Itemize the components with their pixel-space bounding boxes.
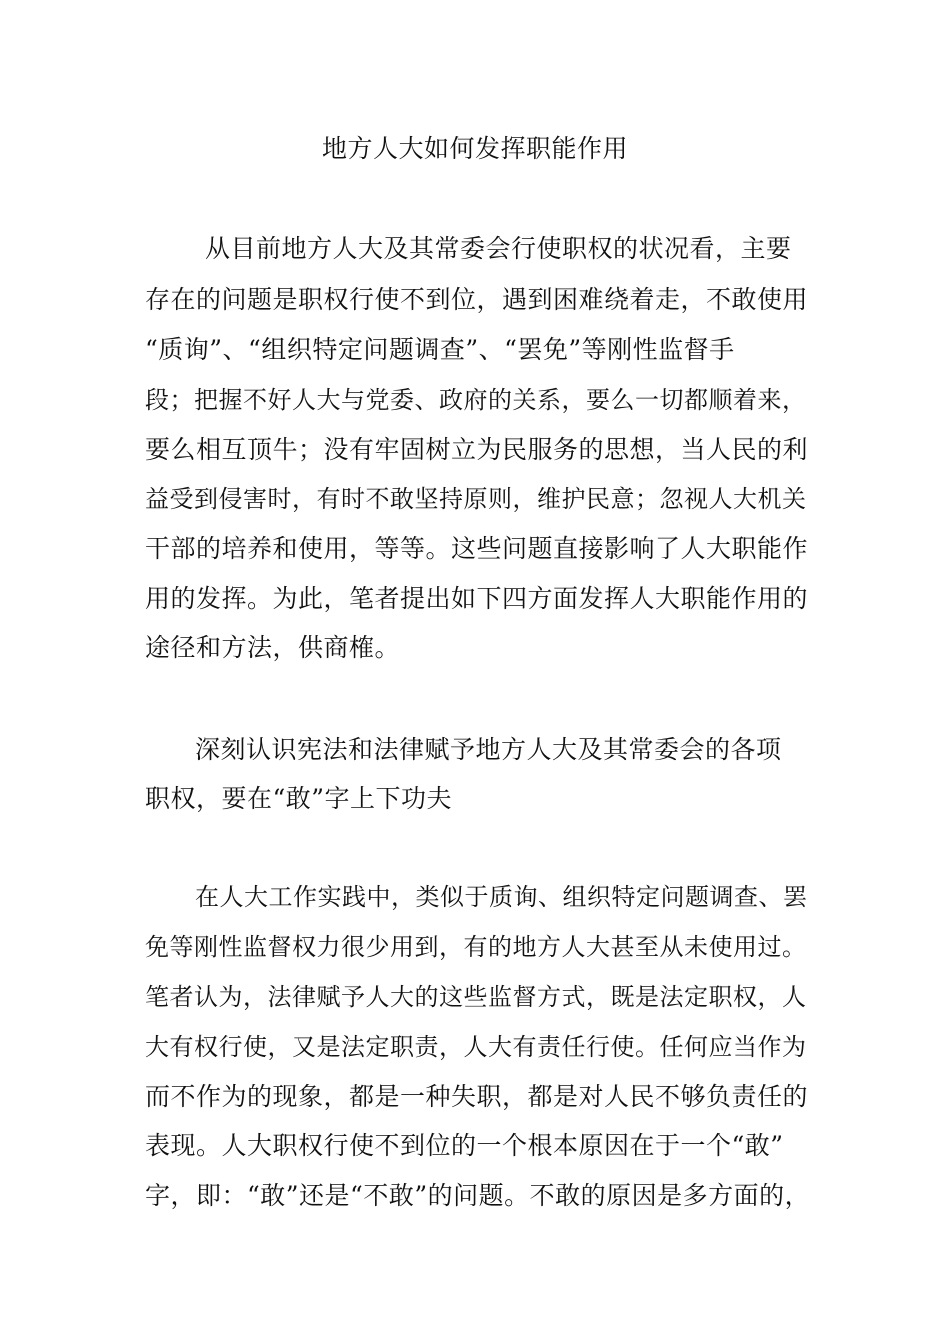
paragraph-2-line-7: 字，即：“敢”还是“不敢”的问题。不敢的原因是多方面的， xyxy=(145,1181,811,1210)
paragraph-1-line-5: 要么相互顶牛；没有牢固树立为民服务的思想，当人民的利 xyxy=(145,435,809,464)
paragraph-1-line-7: 干部的培养和使用，等等。这些问题直接影响了人大职能作 xyxy=(145,534,809,563)
paragraph-1-line-2: 存在的问题是职权行使不到位，遇到困难绕着走，不敢使用 xyxy=(145,285,809,314)
paragraph-1-line-3: “质询”、“组织特定问题调查”、“罢免”等刚性监督手 xyxy=(145,335,735,364)
paragraph-2-line-1: 在人大工作实践中，类似于质询、组织特定问题调查、罢 xyxy=(195,883,808,911)
section-heading-line-2: 职权，要在“敢”字上下功夫 xyxy=(145,784,453,813)
paragraph-2-line-4: 大有权行使，又是法定职责，人大有责任行使。任何应当作为 xyxy=(145,1033,807,1061)
paragraph-2-line-2: 免等刚性监督权力很少用到，有的地方人大甚至从未使用过。 xyxy=(145,933,807,961)
paragraph-2-line-5: 而不作为的现象，都是一种失职，都是对人民不够负责任的 xyxy=(145,1082,809,1111)
paragraph-1-line-1: 从目前地方人大及其常委会行使职权的状况看，主要 xyxy=(205,234,792,263)
paragraph-1-line-8: 用的发挥。为此，笔者提出如下四方面发挥人大职能作用的 xyxy=(145,584,809,613)
section-heading-line-1: 深刻认识宪法和法律赋予地方人大及其常委会的各项 xyxy=(195,735,782,764)
paragraph-1-line-4: 段；把握不好人大与党委、政府的关系，要么一切都顺着来， xyxy=(145,386,807,414)
paragraph-1-line-6: 益受到侵害时，有时不敢坚持原则，维护民意；忽视人大机关 xyxy=(145,485,807,513)
paragraph-2-line-6: 表现。人大职权行使不到位的一个根本原因在于一个“敢” xyxy=(145,1131,784,1160)
document-title: 地方人大如何发挥职能作用 xyxy=(321,134,628,163)
paragraph-2-line-3: 笔者认为，法律赋予人大的这些监督方式，既是法定职权，人 xyxy=(145,983,807,1011)
paragraph-1-line-9: 途径和方法，供商榷。 xyxy=(145,633,401,662)
